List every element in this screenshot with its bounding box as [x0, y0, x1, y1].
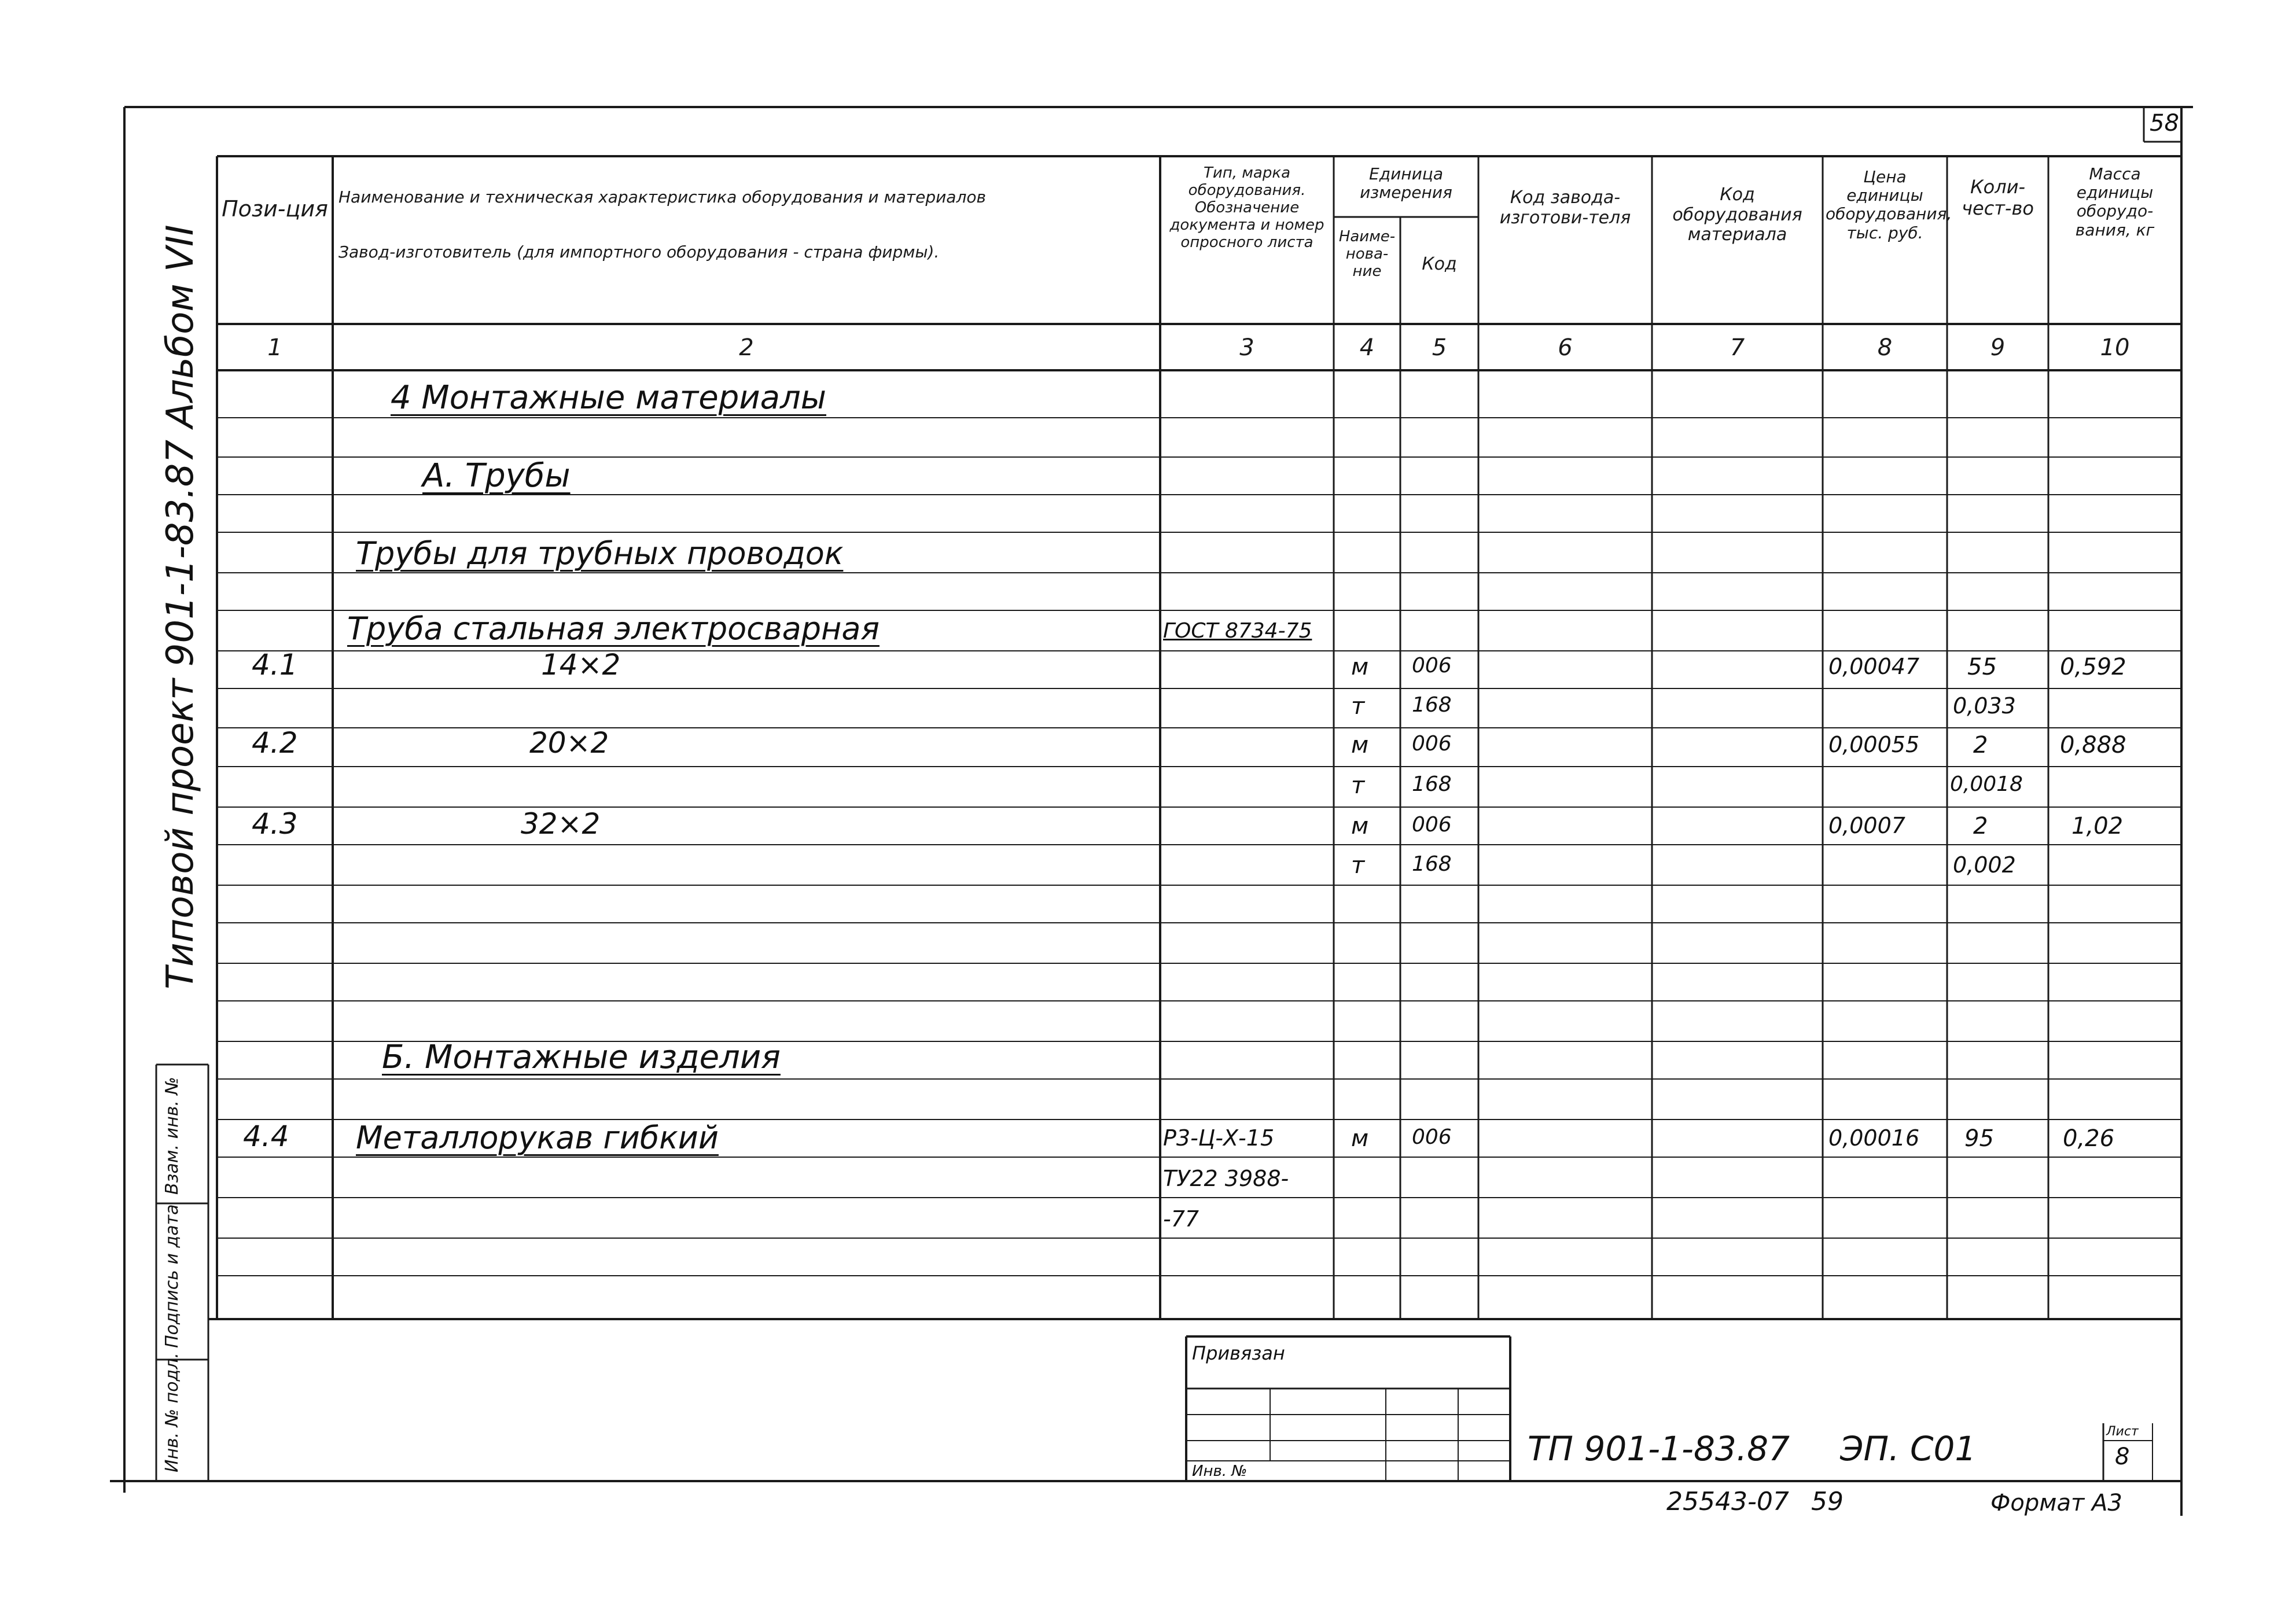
type-4-4-tu-cont: -77 — [1163, 1206, 1199, 1232]
colnum-2: 2 — [739, 334, 754, 361]
mass-4-1: 0,592 — [2060, 654, 2126, 680]
pos-4-2: 4.2 — [252, 726, 298, 760]
price-4-3: 0,0007 — [1828, 813, 1905, 838]
header-units-group: Единица измерения — [1360, 164, 1452, 202]
stamp-title: Привязан — [1192, 1342, 1285, 1364]
code-4-3-m: 006 — [1412, 813, 1452, 837]
order-no: 25543-07 — [1666, 1487, 1789, 1516]
header-col-7: Код оборудования материала — [1672, 185, 1802, 245]
header-col-4: Наиме-нова-ние — [1338, 228, 1396, 280]
size-4-1: 14×2 — [541, 648, 621, 682]
item-heading: Труба стальная электросварная — [347, 610, 880, 647]
stamp-label-inv: Инв. № подл. — [162, 1353, 182, 1472]
colnum-10: 10 — [2100, 334, 2130, 361]
mass-4-3: 1,02 — [2071, 813, 2124, 839]
code-4-2-t: 168 — [1412, 772, 1452, 796]
pos-4-1: 4.1 — [252, 648, 298, 682]
format-label: Формат А3 — [1990, 1490, 2122, 1516]
unit-4-3-t: т — [1351, 852, 1365, 879]
qty-4-1-m: 55 — [1967, 654, 1997, 680]
item-gost: ГОСТ 8734-75 — [1163, 619, 1312, 643]
colnum-9: 9 — [1990, 334, 2006, 361]
sheet-label: Лист — [2106, 1424, 2139, 1439]
header-col-8: Цена единицы оборудования, тыс. руб. — [1826, 167, 1952, 242]
copy-page: 59 — [1811, 1487, 1844, 1516]
header-col-5: Код — [1422, 254, 1457, 274]
unit-4-2-m: м — [1351, 732, 1369, 758]
side-label: Типовой проект 901-1-83.87 Альбом VII — [159, 224, 202, 989]
type-4-4-tu: ТУ22 3988- — [1163, 1166, 1289, 1191]
colnum-5: 5 — [1432, 334, 1447, 361]
header-col-10: Масса единицы оборудо-вания, кг — [2075, 164, 2155, 240]
page-number: 58 — [2150, 110, 2179, 137]
header-col-9: Коли-чест-во — [1962, 176, 2034, 219]
colnum-8: 8 — [1877, 334, 1893, 361]
mass-4-2: 0,888 — [2060, 732, 2126, 758]
code-4-3-t: 168 — [1412, 852, 1452, 876]
subsection-b: Б. Монтажные изделия — [382, 1039, 781, 1076]
group-heading: Трубы для трубных проводок — [356, 535, 844, 572]
colnum-7: 7 — [1730, 334, 1745, 361]
qty-4-2-m: 2 — [1973, 732, 1988, 758]
price-4-4: 0,00016 — [1828, 1125, 1920, 1151]
price-4-2: 0,00055 — [1828, 732, 1920, 757]
stamp-inv-label: Инв. № — [1192, 1463, 1248, 1480]
colnum-3: 3 — [1239, 334, 1254, 361]
size-4-2: 20×2 — [529, 726, 609, 760]
qty-4-4: 95 — [1964, 1125, 1994, 1152]
stamp-label-sign: Подпись и дата — [162, 1204, 182, 1348]
doc-code: ТП 901-1-83.87 — [1528, 1429, 1790, 1468]
item-4-4: Металлорукав гибкий — [356, 1120, 719, 1156]
sheet-code: ЭП. С01 — [1840, 1429, 1977, 1468]
header-col-3: Тип, марка оборудования. Обозначение документа и номер опросного листа — [1169, 164, 1324, 251]
code-4-1-t: 168 — [1412, 693, 1452, 717]
colnum-1: 1 — [267, 334, 282, 361]
size-4-3: 32×2 — [521, 807, 601, 841]
qty-4-2-t: 0,0018 — [1950, 772, 2023, 796]
price-4-1: 0,00047 — [1828, 654, 1920, 679]
code-4-4: 006 — [1412, 1125, 1452, 1149]
unit-4-4: м — [1351, 1125, 1369, 1152]
header-col-6: Код завода-изготови-теля — [1499, 187, 1631, 228]
colnum-6: 6 — [1558, 334, 1573, 361]
header-col-2-line2: Завод-изготовитель (для импортного оборудования - страна фирмы). — [338, 242, 940, 262]
code-4-2-m: 006 — [1412, 732, 1452, 756]
qty-4-1-t: 0,033 — [1953, 693, 2016, 719]
qty-4-3-m: 2 — [1973, 813, 1988, 839]
pos-4-4: 4.4 — [243, 1120, 289, 1153]
stamp-label-replace: Взам. инв. № — [162, 1077, 182, 1195]
unit-4-1-m: м — [1351, 654, 1369, 680]
unit-4-3-m: м — [1351, 813, 1369, 839]
type-4-4: Р3-Ц-Х-15 — [1163, 1125, 1275, 1151]
mass-4-4: 0,26 — [2063, 1125, 2115, 1152]
code-4-1-m: 006 — [1412, 654, 1452, 677]
unit-4-1-t: т — [1351, 693, 1365, 720]
sheet-no: 8 — [2115, 1443, 2130, 1470]
colnum-4: 4 — [1359, 334, 1375, 361]
subsection-a: А. Трубы — [422, 457, 571, 495]
qty-4-3-t: 0,002 — [1953, 852, 2016, 878]
unit-4-2-t: т — [1351, 772, 1365, 799]
section-heading: 4 Монтажные материалы — [391, 379, 826, 417]
pos-4-3: 4.3 — [252, 807, 298, 841]
header-col-2-line1: Наименование и техническая характеристика оборудования и материалов — [338, 187, 986, 207]
header-col-1: Пози-ция — [222, 196, 328, 222]
